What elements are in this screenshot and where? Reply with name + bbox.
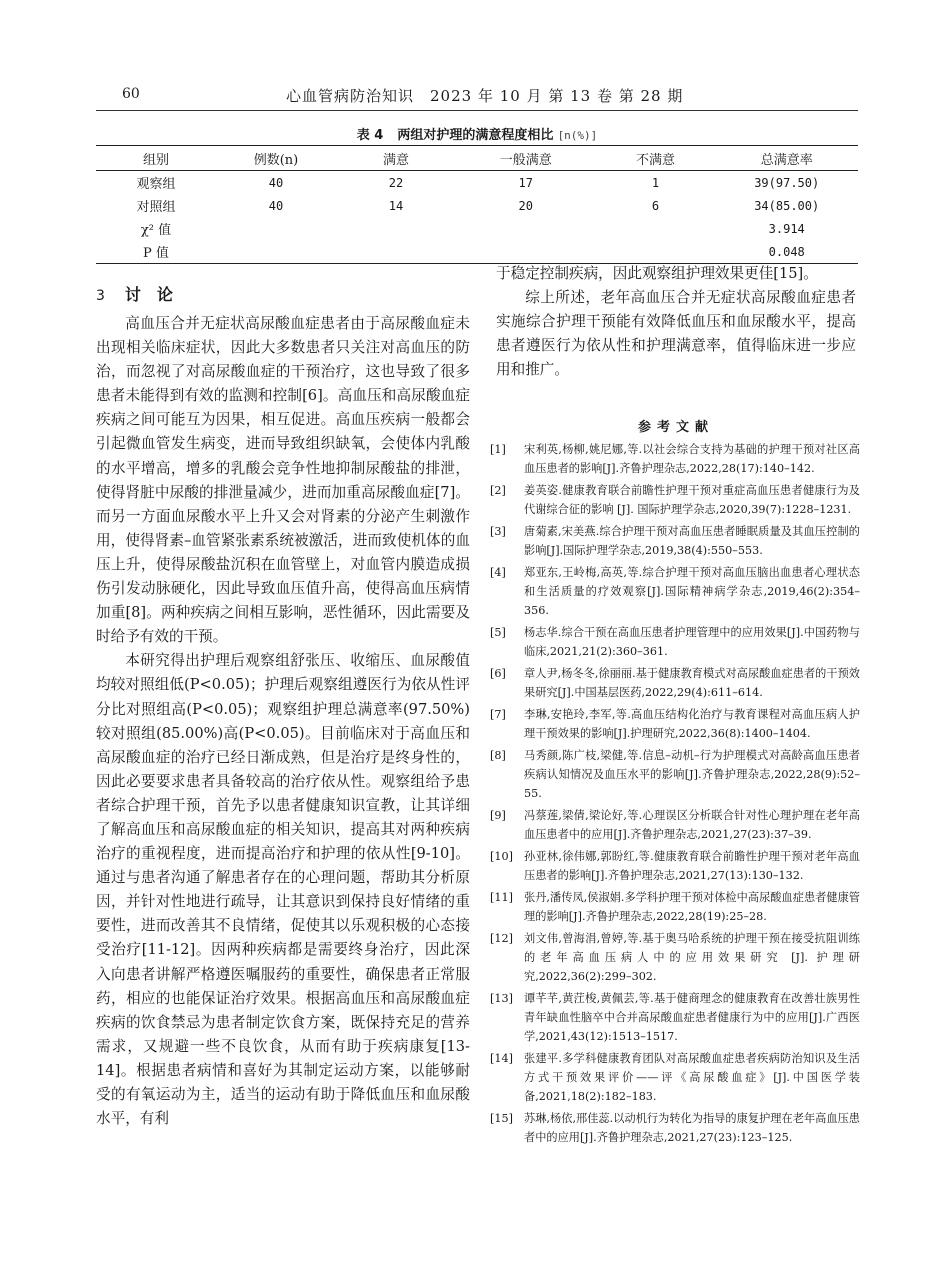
reference-text: 马秀颜,陈广枝,梁健,等.信息–动机–行为护理模式对高龄高血压患者疾病认知情况及血压水平的影响[J].齐鲁护理杂志,2022,28(9):52–55.	[524, 749, 860, 800]
reference-text: 宋利英,杨柳,姚尼娜,等.以社会综合支持为基础的护理干预对社区高血压患者的影响[J].齐鲁护理杂志,2022,28(17):140–142.	[524, 443, 860, 475]
table-cell: 20	[518, 198, 533, 213]
section-number: 3	[96, 288, 105, 304]
table-cell	[216, 217, 336, 240]
reference-item	[490, 746, 860, 803]
reference-text: 刘文伟,曾海涓,曾婷,等.基于奥马哈系统的护理干预在接受抗阻训练的老年高血压病人中的应用效果研究 [J]. 护理研究,2022,36(2):299–302.	[524, 932, 860, 983]
reference-text: 张建平.多学科健康教育团队对高尿酸血症患者疾病防治知识及生活方式干预效果评价——评《高尿酸血症》[J].中国医学装备,2021,18(2):182–183.	[524, 1052, 860, 1103]
reference-item	[490, 705, 860, 743]
table-row	[96, 240, 858, 264]
reference-item	[490, 929, 860, 986]
table-header-cell: 例数(n)	[253, 152, 299, 168]
table-cell	[596, 240, 716, 264]
table-cell: 1	[651, 175, 660, 190]
section-heading	[96, 282, 173, 305]
right-column	[496, 262, 856, 382]
references-title: 参考文献	[637, 420, 714, 435]
reference-item	[490, 806, 860, 844]
reference-text: 郑亚东,王岭梅,高英,等.综合护理干预对高血压脑出血患者心理状态和生活质量的疗效观察[J].国际精神病学杂志,2019,46(2):354–356.	[524, 566, 860, 617]
table-cell: 40	[268, 175, 284, 190]
reference-text: 唐菊素,宋美燕.综合护理干预对高血压患者睡眠质量及其血压控制的影响[J].国际护理学杂志,2019,38(4):550–553.	[524, 525, 860, 557]
table-cell: 40	[268, 198, 284, 213]
reference-index: [12]	[490, 932, 513, 945]
table-cell: 39(97.50)	[754, 175, 820, 190]
reference-text: 谭芊芊,黄茳梭,黄佩芸,等.基于健商理念的健康教育在改善壮族男性青年缺血性脑卒中合并高尿酸血症患者健康行为中的应用[J].广西医学,2021,43(12):1513–1517.	[524, 992, 860, 1043]
table-cell: 34(85.00)	[754, 198, 820, 213]
table-row	[96, 171, 858, 195]
reference-text: 孙亚林,徐伟娜,郭盼红,等.健康教育联合前瞻性护理干预对老年高血压患者的影响[J].齐鲁护理杂志,2021,27(13):130–132.	[524, 850, 860, 882]
reference-index: [5]	[490, 626, 506, 639]
body-paragraph: 综上所述，老年高血压合并无症状高尿酸血症患者实施综合护理干预能有效降低血压和血尿酸水平，提高患者遵医行为依从性和护理满意率，值得临床进一步应用和推广。	[496, 289, 856, 379]
reference-index: [11]	[490, 891, 513, 904]
reference-list	[490, 440, 860, 1150]
table-cell: 对照组	[136, 200, 176, 215]
reference-item	[490, 989, 860, 1046]
reference-index: [6]	[490, 667, 506, 680]
table-header-cell: 满意	[382, 152, 409, 168]
table-header-cell: 总满意率	[760, 152, 813, 168]
table-cell: 3.914	[768, 221, 805, 236]
reference-index: [7]	[490, 708, 506, 721]
table-cell	[596, 217, 716, 240]
table-cell	[216, 240, 336, 264]
reference-item	[490, 481, 860, 519]
table-label: 表 4	[356, 128, 384, 143]
reference-index: [15]	[490, 1112, 513, 1125]
table-cell	[456, 217, 596, 240]
reference-index: [10]	[490, 850, 513, 863]
journal-title: 心血管病防治知识 2023 年 10 月 第 13 卷 第 28 期	[286, 87, 684, 105]
reference-item	[490, 440, 860, 478]
table-cell: 17	[518, 175, 533, 190]
reference-index: [2]	[490, 484, 506, 497]
satisfaction-table	[96, 145, 858, 264]
reference-item	[490, 1109, 860, 1147]
reference-item	[490, 847, 860, 885]
reference-item	[490, 1049, 860, 1106]
reference-index: [4]	[490, 566, 506, 579]
reference-item	[490, 888, 860, 926]
reference-item	[490, 664, 860, 702]
body-paragraph: 高血压合并无症状高尿酸血症患者由于高尿酸血症未出现相关临床症状，因此大多数患者只关注对高血压的防治，而忽视了对高尿酸血症的干预治疗，这也导致了很多患者未能得到有效的监测和控制[6]。高血压和高尿酸血症疾病之间可能互为因果，相互促进。高血压疾病一般都会引起微血管发生病变，进而导致组织缺氧，会使体内乳酸的水平增高，增多的乳酸会竞争性地抑制尿酸盐的排泄，使得肾脏中尿酸的排泄量减少，进而加重高尿酸血症[7]。而另一方面血尿酸水平上升又会对肾素的分泌产生刺激作用，使得肾素–血管紧张素系统被激活，进而致使机体的血压上升，使得尿酸盐沉积在血管壁上，对血管内膜造成损伤引发动脉硬化，因此导致血压值升高，使得高血压病情加重[8]。两种疾病之间相互影响，恶性循环，因此需要及时给予有效的干预。	[96, 315, 470, 646]
reference-index: [1]	[490, 443, 506, 456]
reference-text: 李琳,安艳玲,李军,等.高血压结构化治疗与教育课程对高血压病人护理干预效果的影响[J].护理研究,2022,36(8):1400–1404.	[524, 708, 860, 740]
reference-text: 姜英姿.健康教育联合前瞻性护理干预对重症高血压患者健康行为及代谢综合征的影响 [J]. 国际护理学杂志,2020,39(7):1228–1231.	[524, 484, 860, 516]
table-row	[96, 194, 858, 217]
table-cell: P 值	[143, 246, 169, 261]
reference-index: [3]	[490, 525, 506, 538]
table-cell: 6	[651, 198, 660, 213]
table-unit: [n(%)]	[557, 129, 598, 142]
table-cell: χ² 值	[140, 223, 172, 238]
reference-text: 苏琳,杨依,邢佳蕊.以动机行为转化为指导的康复护理在老年高血压患者中的应用[J].齐鲁护理杂志,2021,27(23):123–125.	[524, 1112, 860, 1144]
reference-index: [9]	[490, 809, 506, 822]
table-header-row	[96, 146, 858, 171]
page-number: 60	[122, 86, 140, 102]
reference-index: [8]	[490, 749, 506, 762]
reference-text: 冯蔡莲,梁倩,梁论好,等.心理误区分析联合针对性心理护理在老年高血压患者中的应用[J].齐鲁护理杂志,2021,27(23):37–39.	[524, 809, 860, 841]
table-caption	[96, 124, 858, 143]
table-header-cell: 一般满意	[499, 152, 552, 168]
reference-text: 杨志华.综合干预在高血压患者护理管理中的应用效果[J].中国药物与临床,2021,21(2):360–361.	[524, 626, 860, 658]
section-title: 讨 论	[124, 285, 173, 304]
reference-index: [14]	[490, 1052, 513, 1065]
reference-text: 张丹,潘传凤,侯淑娟.多学科护理干预对体检中高尿酸血症患者健康管理的影响[J].齐鲁护理杂志,2022,28(19):25–28.	[524, 891, 860, 923]
table-cell: 0.048	[768, 244, 805, 259]
header-rule	[96, 110, 858, 111]
table-row	[96, 217, 858, 240]
body-paragraph: 于稳定控制疾病，因此观察组护理效果更佳[15]。	[496, 265, 818, 282]
table-cell: 22	[388, 175, 404, 190]
table-header-cell: 不满意	[635, 152, 675, 168]
reference-item	[490, 623, 860, 661]
reference-item	[490, 563, 860, 620]
table-cell	[456, 240, 596, 264]
page-header	[96, 86, 856, 108]
table-cell	[336, 217, 456, 240]
table-header-cell: 组别	[142, 152, 169, 168]
body-paragraph: 本研究得出护理后观察组舒张压、收缩压、血尿酸值均较对照组低(P<0.05)；护理后观察组遵医行为依从性评分比对照组高(P<0.05)；观察组护理总满意率(97.50%)较对照组(85.00%)高(P<0.05)。目前临床对于高血压和高尿酸血症的治疗已经日渐成熟，但是治疗是终身性的，因此必要要求患者具备较高的治疗依从性。观察组给予患者综合护理干预，首先予以患者健康知识宣教，让其详细了解高血压和高尿酸血症的相关知识，提高其对两种疾病治疗的重视程度，进而提高治疗和护理的依从性[9-10]。通过与患者沟通了解患者存在的心理问题，帮助其分析原因，并针对性地进行疏导，让其意识到保持良好情绪的重要性，进而改善其不良情绪，促使其以乐观积极的心态接受治疗[11-12]。因两种疾病都是需要终身治疗，因此深入向患者讲解严格遵医嘱服药的重要性，确保患者正常服药，相应的也能保证治疗效果。根据高血压和高尿酸血症疾病的饮食禁忌为患者制定饮食方案，既保持充足的营养需求，又规避一些不良饮食，从而有助于疾病康复[13-14]。根据患者病情和喜好为其制定运动方案，以能够耐受的有氧运动为主，适当的运动有助于降低血压和血尿酸水平，有利	[96, 652, 470, 1128]
table-cell: 14	[388, 198, 404, 213]
reference-item	[490, 522, 860, 560]
table-cell: 观察组	[136, 177, 176, 192]
table-cell	[336, 240, 456, 264]
left-column	[96, 312, 470, 1131]
reference-text: 章人尹,杨冬冬,徐丽丽.基于健康教育模式对高尿酸血症患者的干预效果研究[J].中国基层医药,2022,29(4):611–614.	[524, 667, 860, 699]
reference-index: [13]	[490, 992, 513, 1005]
table-title: 两组对护理的满意程度相比	[397, 128, 554, 143]
